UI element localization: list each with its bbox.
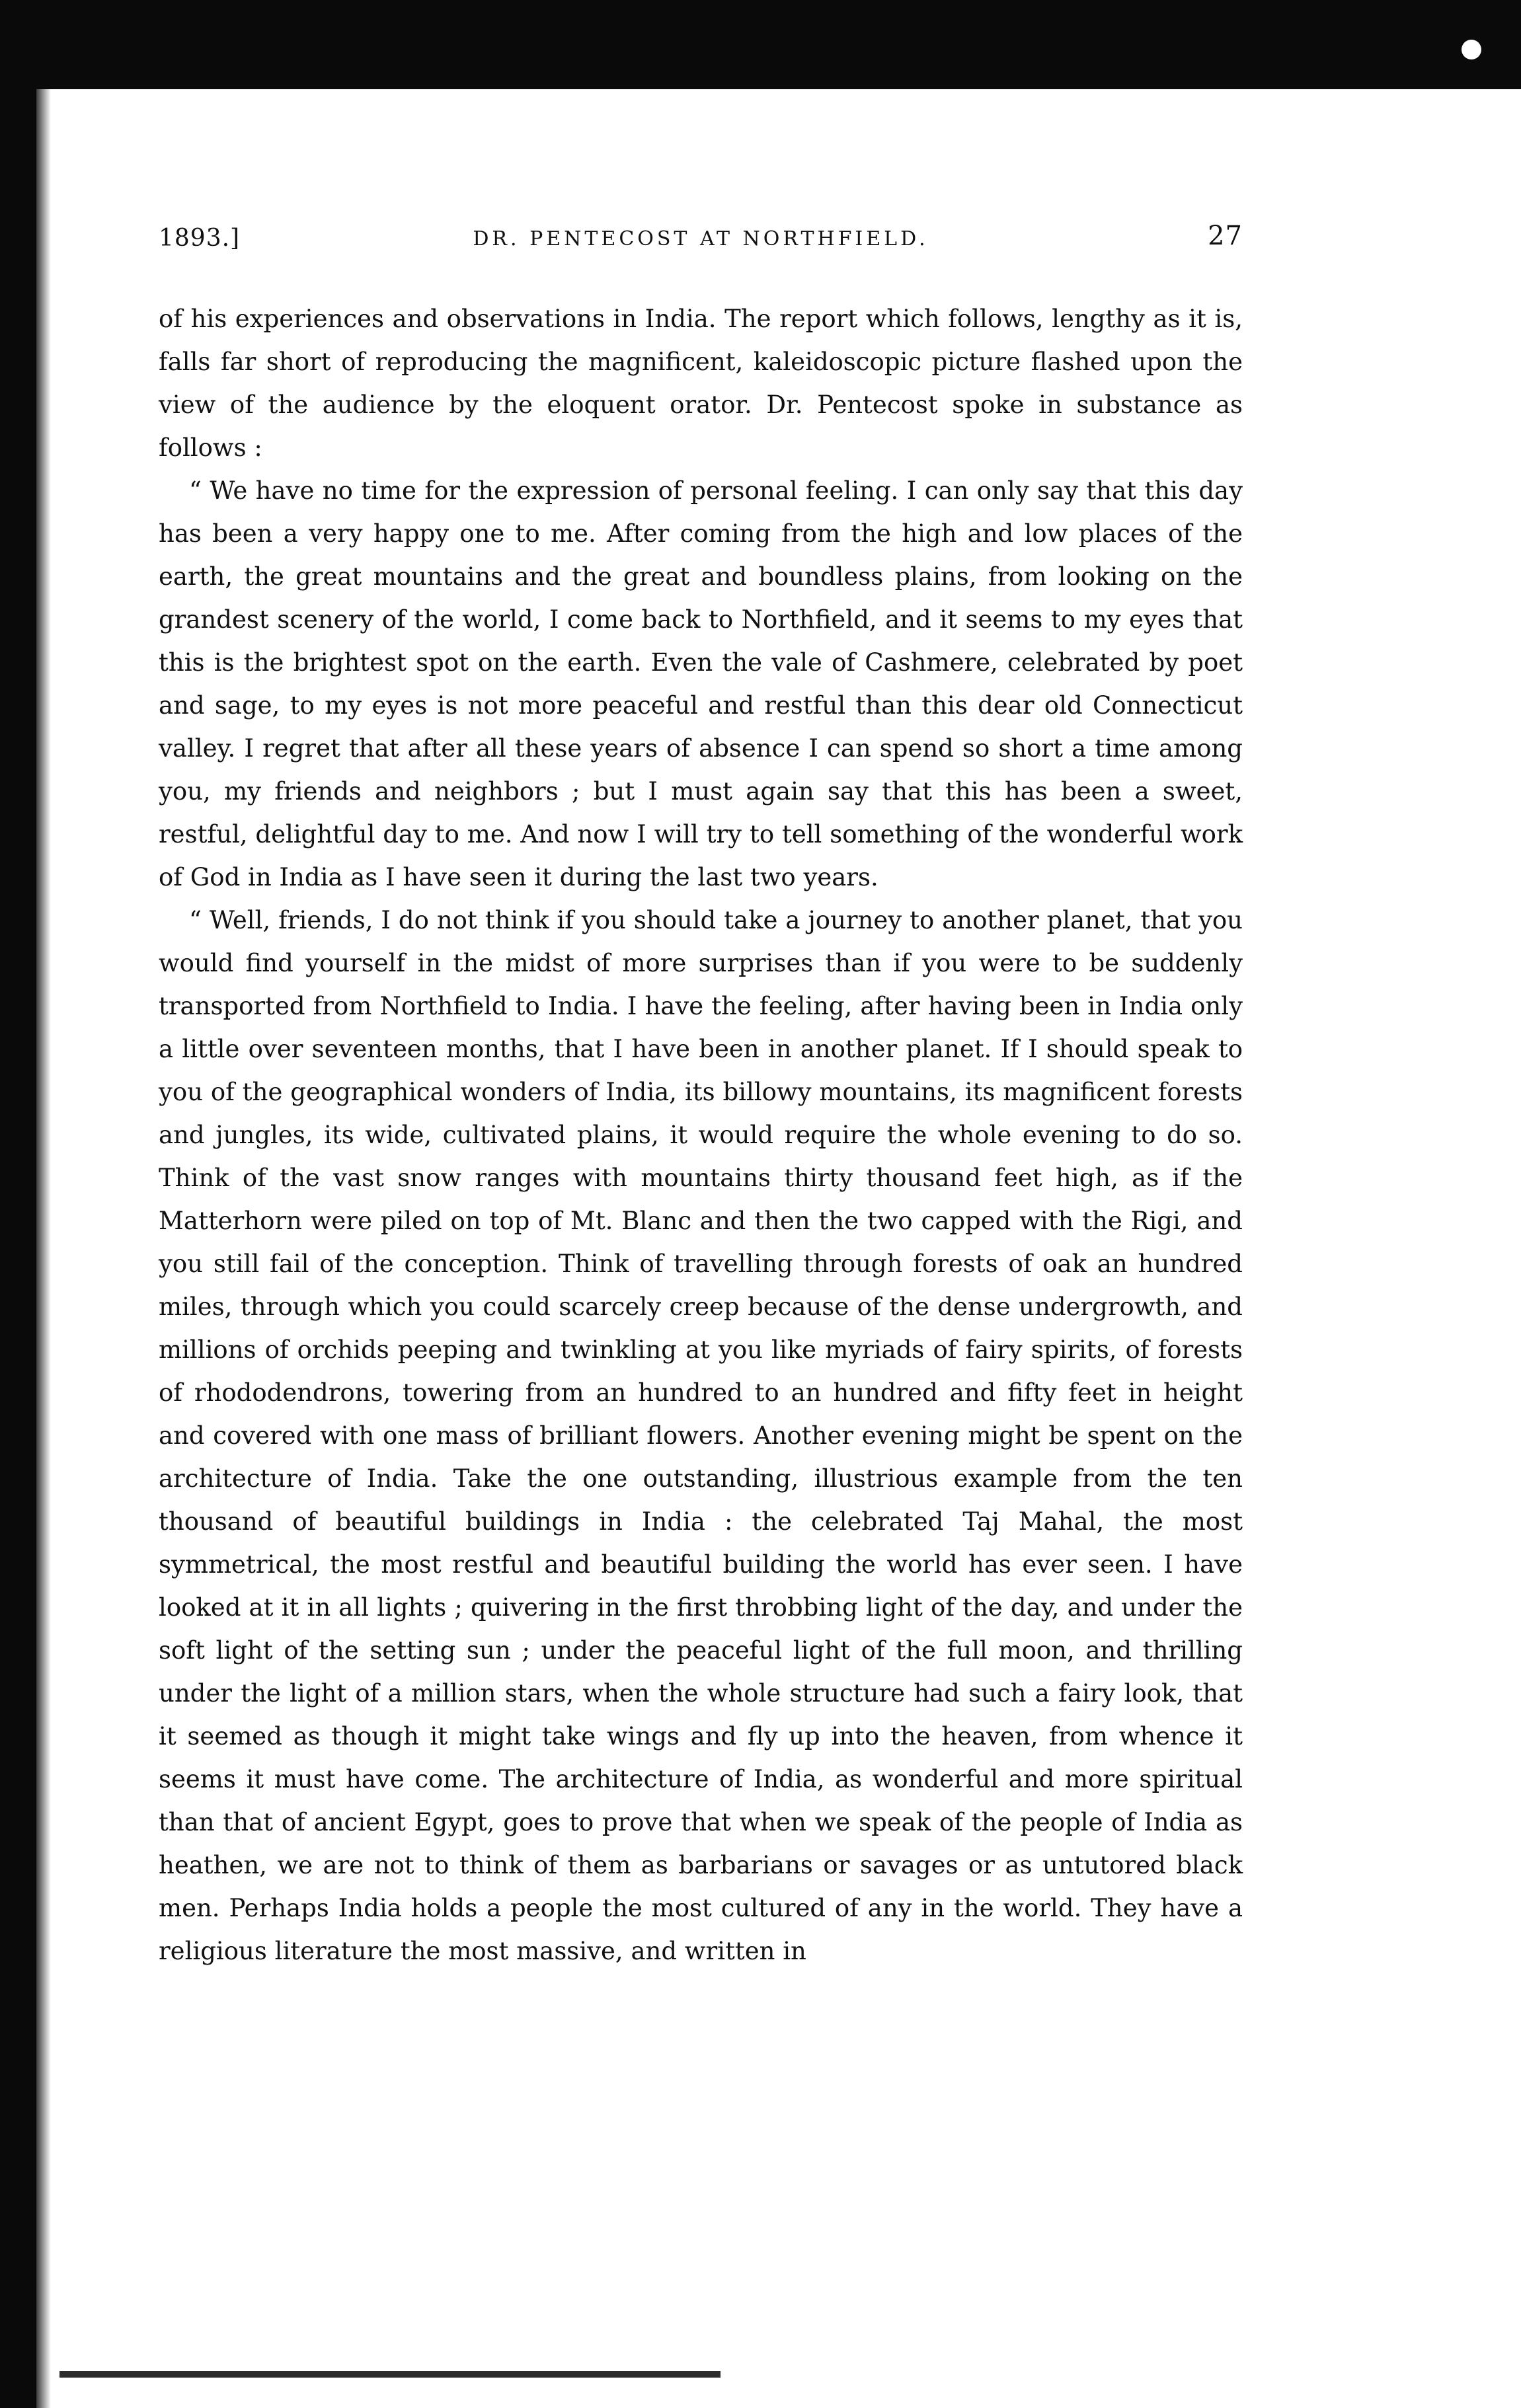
paragraph: “ We have no time for the expression of personal feeling. I can only say that this day has been a very happy one to me. After coming from the high and low places of the earth, the great mountains and the great and boundless plains, from looking on the grandest scenery of the world, I come back to Northfield, and it seems to my eyes that this is the brightest spot on the earth. Even the vale of Cashmere, celebrated by poet and sage, to my eyes is not more peaceful and restful than this dear old Connecticut valley. I regret that after all these years of absence I can spend so short a time among you, my friends and neighbors ; but I must again say that this has been a sweet, restful, delightful day to me. And now I will try to tell something of the wonderful work of God in India as I have seen it during the last two years.: [159, 476, 1243, 891]
header-year: 1893.]: [159, 225, 241, 252]
page-number: 27: [1208, 221, 1243, 251]
document-page: [159, 211, 1243, 1973]
scan-border-top: [0, 0, 1521, 89]
running-header: [159, 211, 1243, 258]
body-text: [159, 297, 1243, 1973]
paragraph: of his experiences and observations in India. The report which follows, lengthy as it is, falls far short of reproducing the magnificent, kaleidoscopic picture flashed upon the view of the audience by the eloquent orator. Dr. Pentecost spoke in substance as follows :: [159, 305, 1243, 462]
scan-notch-mark: [1462, 40, 1481, 59]
header-title: DR. PENTECOST AT NORTHFIELD.: [473, 227, 929, 250]
scan-border-left: [0, 0, 36, 2408]
scan-page-edge-shadow: [36, 89, 51, 2408]
scan-border-bottom: [59, 2371, 721, 2378]
paragraph: “ Well, friends, I do not think if you should take a journey to another planet, that you would find yourself in the midst of more surprises than if you were to be suddenly transported from Northfield to India. I have the feeling, after having been in India only a little over seventeen months, that I have been in another planet. If I should speak to you of the geographical wonders of India, its billowy mountains, its magnificent forests and jungles, its wide, cultivated plains, it would require the whole evening to do so. Think of the vast snow ranges with mountains thirty thousand feet high, as if the Matterhorn were piled on top of Mt. Blanc and then the two capped with the Rigi, and you still fail of the conception. Think of travelling through forests of oak an hundred miles, through which you could scarcely creep because of the dense undergrowth, and millions of orchids peeping and twinkling at you like myriads of fairy spirits, of forests of rhododendrons, towering from an hundred to an hundred and fifty feet in height and covered with one mass of brilliant flowers. Another evening might be spent on the architecture of India. Take the one outstanding, illustrious example from the ten thousand of beautiful buildings in India : the celebrated Taj Mahal, the most symmetrical, the most restful and beautiful building the world has ever seen. I have looked at it in all lights ; quivering in the first throbbing light of the day, and under the soft light of the setting sun ; under the peaceful light of the full moon, and thrilling under the light of a million stars, when the whole structure had such a fairy look, that it seemed as though it might take wings and fly up into the heaven, from whence it seems it must have come. The architecture of India, as wonderful and more spiritual than that of ancient Egypt, goes to prove that when we speak of the people of India as heathen, we are not to think of them as barbarians or savages or as untutored black men. Perhaps India holds a people the most cultured of any in the world. They have a religious literature the most massive, and written in: [159, 906, 1243, 1965]
